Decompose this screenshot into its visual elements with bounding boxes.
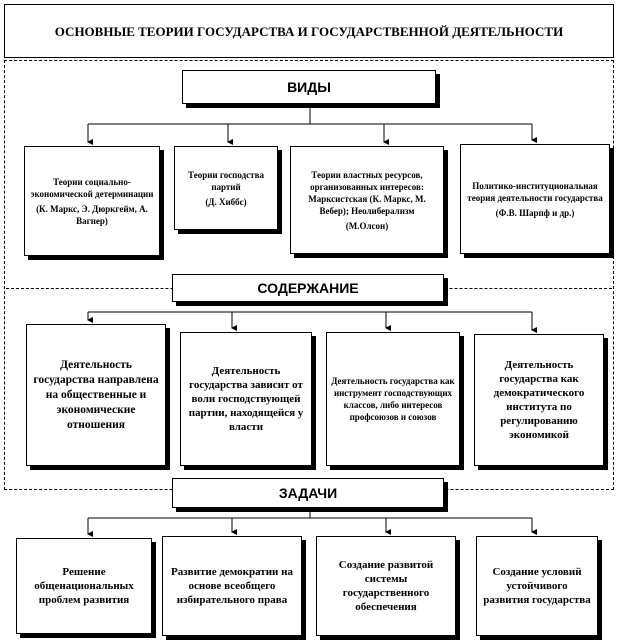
type-authors: (М.Олсон): [345, 220, 389, 231]
diagram-title: ОСНОВНЫЕ ТЕОРИИ ГОСУДАРСТВА И ГОСУДАРСТВЕННОЙ ДЕЯТЕЛЬНОСТИ: [54, 23, 564, 39]
type-name: Теории властных ресурсов, организованных интересов: Марксистская (К. Маркс, М. Вебер); Неолиберализм: [308, 169, 426, 216]
type-name: Политико-институциональная теория деятельности государства: [467, 180, 603, 203]
type-name: Теории господства партий: [188, 169, 264, 192]
content-text: Деятельность государства зависит от воли господствующей партии, находящейся у власти: [188, 365, 304, 433]
section-types-label: ВИДЫ: [287, 79, 331, 95]
type-authors: (К. Маркс, Э. Дюркгейм, А. Вагнер): [36, 203, 148, 226]
content-text: Деятельность государства как демократического института по регулированию экономикой: [493, 359, 585, 441]
content-text: Деятельность государства направлена на общественные и экономические отношения: [33, 358, 159, 431]
section-tasks-label: ЗАДАЧИ: [278, 485, 338, 501]
task-text: Создание условий устойчивого развития государства: [483, 566, 591, 606]
task-text: Развитие демократии на основе всеобщего избирательного права: [171, 566, 293, 606]
task-text: Решение общенациональных проблем развития: [34, 566, 134, 606]
task-text: Создание развитой системы государственного обеспечения: [338, 559, 434, 613]
content-text: Деятельность государства как инструмент господствующих классов, либо интересов профсоюзов и союзов: [331, 376, 455, 422]
type-authors: (Ф.В. Шарпф и др.): [495, 207, 575, 218]
type-authors: (Д. Хиббс): [205, 196, 247, 207]
type-name: Теории социально-экономической детерминации: [30, 176, 154, 199]
section-content-label: СОДЕРЖАНИЕ: [257, 280, 359, 296]
